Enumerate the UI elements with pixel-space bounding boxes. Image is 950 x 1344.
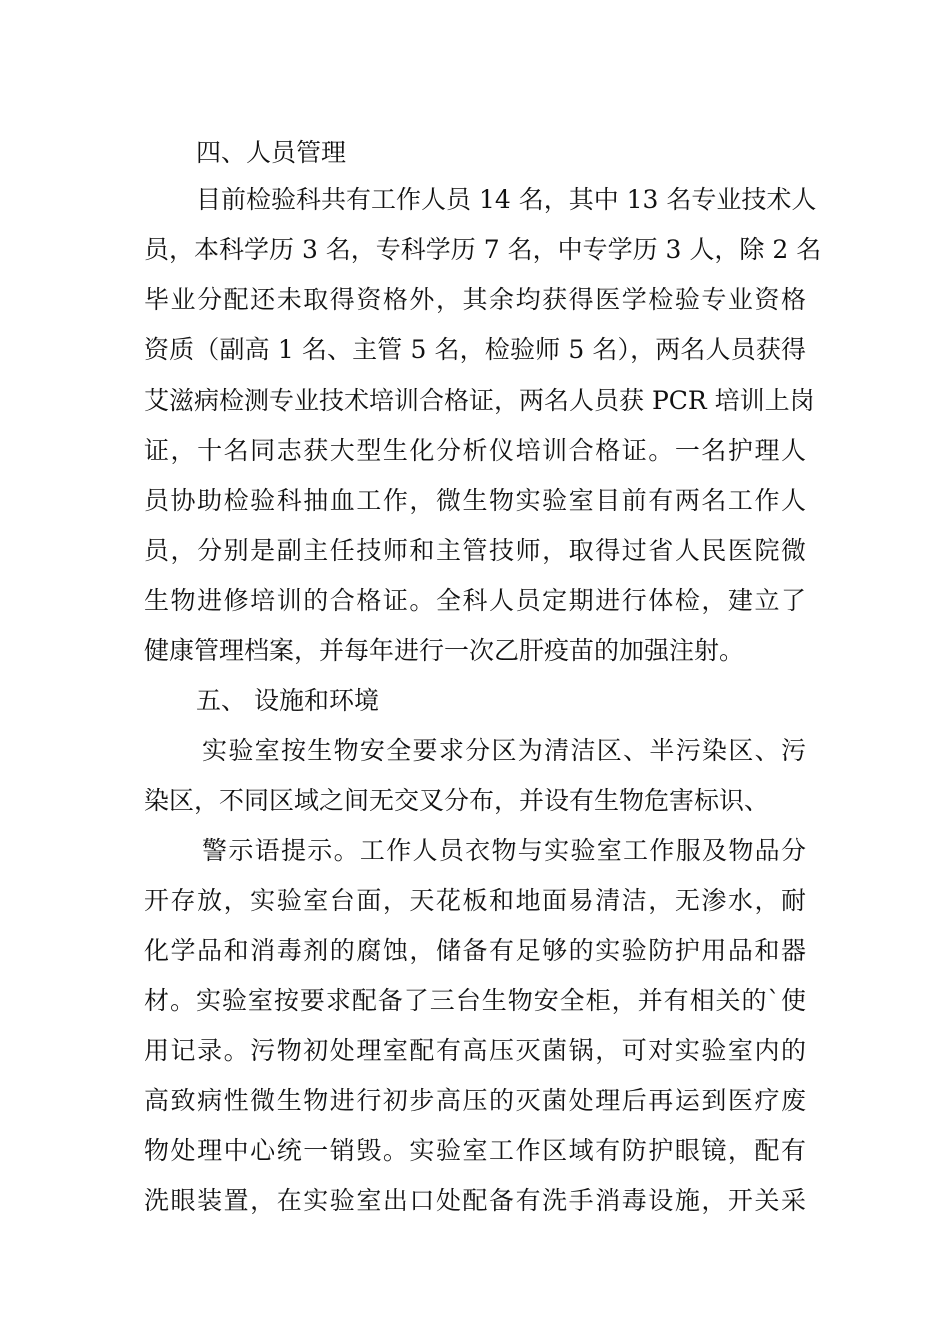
- paragraph-line: 材。实验室按要求配备了三台生物安全柜，并有相关的`使: [144, 986, 806, 1015]
- paragraph-line: 染区，不同区域之间无交叉分布，并设有生物危害标识、: [144, 786, 770, 815]
- section-heading-facilities: 五、 设施和环境: [196, 686, 379, 715]
- paragraph-line: 生物进修培训的合格证。全科人员定期进行体检，建立了: [144, 586, 806, 615]
- paragraph-line: 毕业分配还未取得资格外，其余均获得医学检验专业资格: [144, 285, 806, 314]
- paragraph-line: 用记录。污物初处理室配有高压灭菌锅，可对实验室内的: [144, 1036, 806, 1065]
- paragraph-line: 目前检验科共有工作人员 14 名，其中 13 名专业技术人: [196, 185, 817, 214]
- paragraph-line: 健康管理档案，并每年进行一次乙肝疫苗的加强注射。: [144, 636, 745, 665]
- paragraph-line: 员，分别是副主任技师和主管技师，取得过省人民医院微: [144, 536, 806, 565]
- paragraph-line: 物处理中心统一销毁。实验室工作区域有防护眼镜，配有: [144, 1136, 806, 1165]
- paragraph-line: 艾滋病检测专业技术培训合格证，两名人员获 PCR 培训上岗: [144, 386, 815, 415]
- paragraph-line: 员，本科学历 3 名，专科学历 7 名，中专学历 3 人，除 2 名: [144, 235, 822, 264]
- paragraph-line: 员协助检验科抽血工作，微生物实验室目前有两名工作人: [144, 486, 806, 515]
- paragraph-line: 警示语提示。工作人员衣物与实验室工作服及物品分: [202, 836, 806, 865]
- section-heading-personnel: 四、人员管理: [196, 138, 347, 167]
- paragraph-line: 高致病性微生物进行初步高压的灭菌处理后再运到医疗废: [144, 1086, 806, 1115]
- paragraph-line: 开存放，实验室台面，天花板和地面易清洁，无渗水，耐: [144, 886, 806, 915]
- paragraph-line: 证，十名同志获大型生化分析仪培训合格证。一名护理人: [144, 436, 806, 465]
- paragraph-line: 洗眼装置，在实验室出口处配备有洗手消毒设施，开关采: [144, 1186, 806, 1215]
- paragraph-line: 资质（副高 1 名、主管 5 名，检验师 5 名），两名人员获得: [144, 335, 806, 364]
- paragraph-line: 化学品和消毒剂的腐蚀，储备有足够的实验防护用品和器: [144, 936, 806, 965]
- paragraph-line: 实验室按生物安全要求分区为清洁区、半污染区、污: [202, 736, 806, 765]
